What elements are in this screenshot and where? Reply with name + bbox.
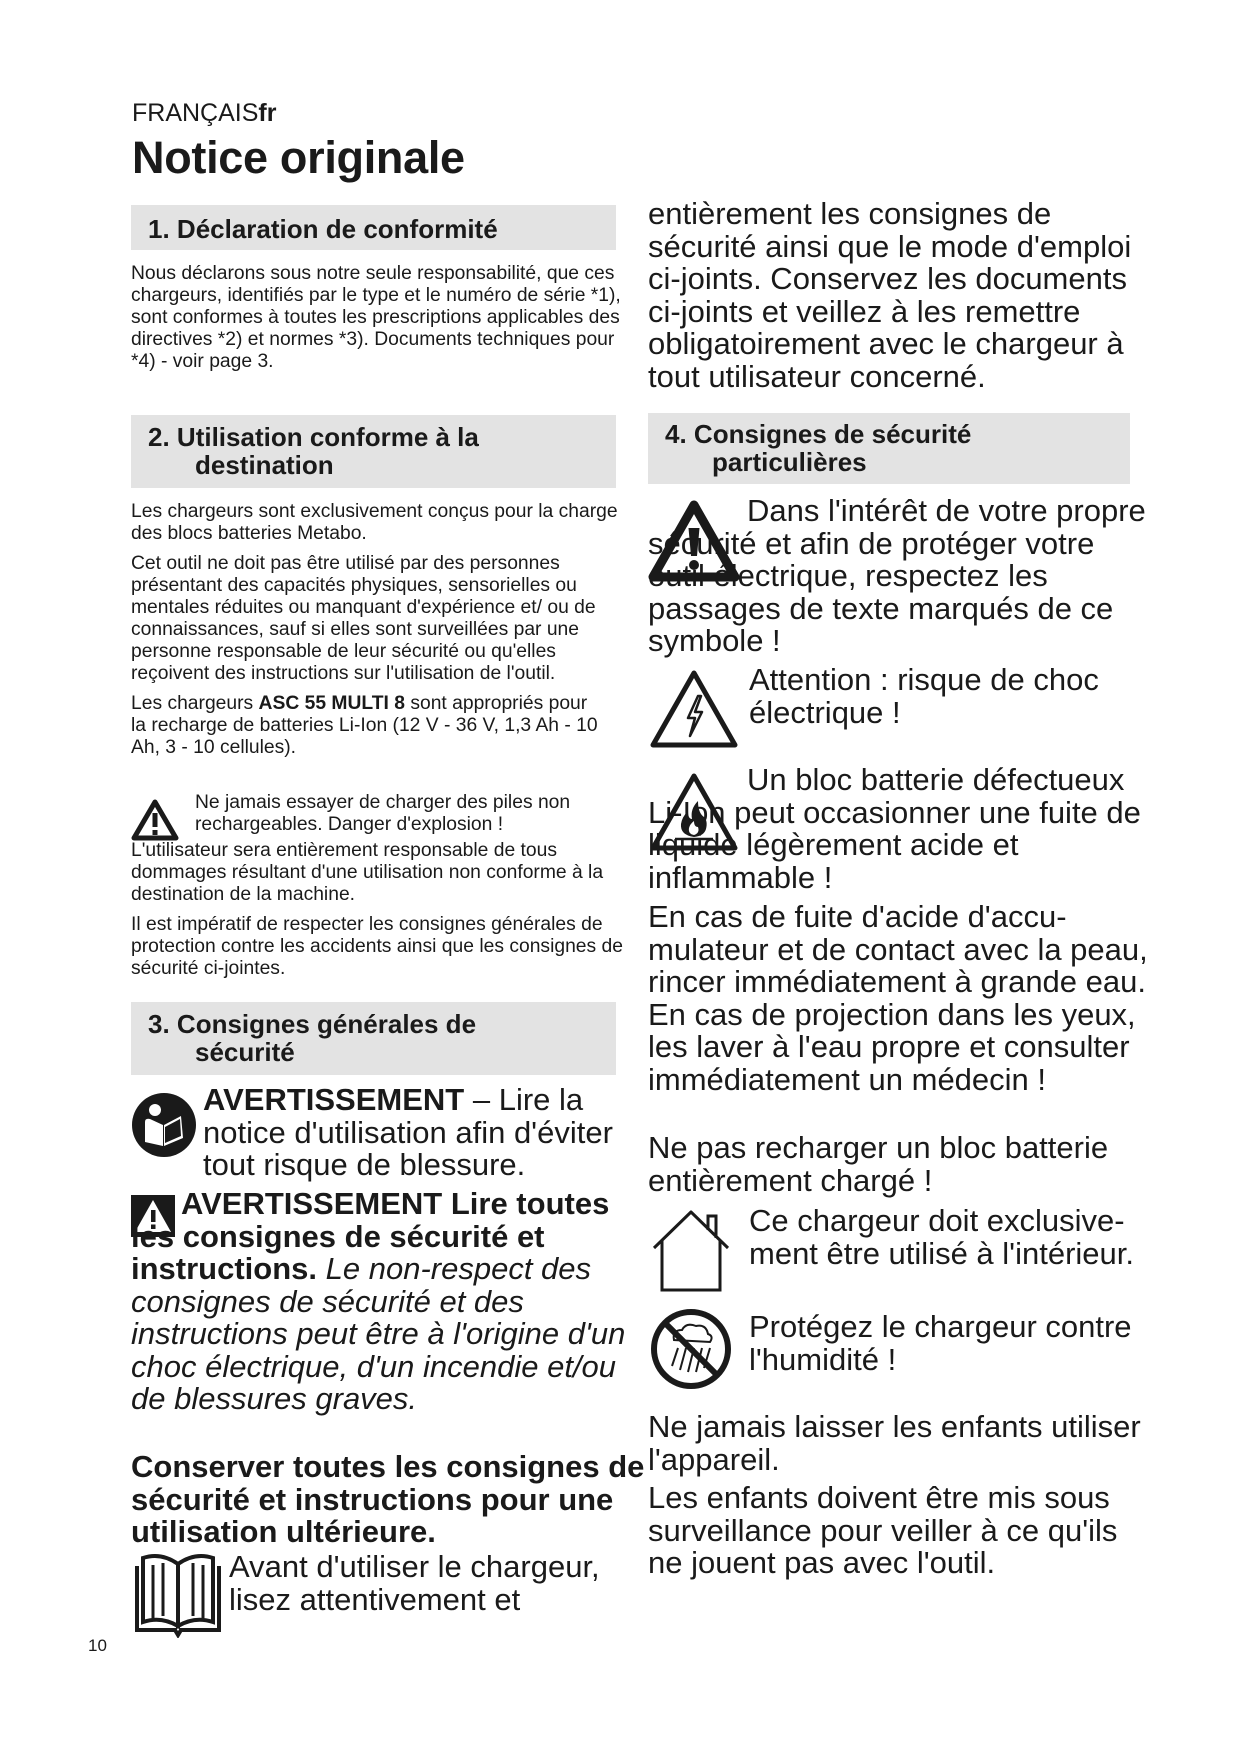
section-1-heading bbox=[131, 205, 616, 250]
section-2-paragraph-2: Cet outil ne doit pas être utilisé par des personnes présentant des capacités physiques, sensorielles ou mentales réduites ou manquant d'expérience et/ ou de connaissances, sauf si elles sont surveillées par une personne responsable de leur sécurité ou qu'elles reçoivent des instructions sur l'utilisation de l'outil. bbox=[131, 553, 596, 684]
electric-shock-icon bbox=[648, 668, 740, 750]
language-code: fr bbox=[258, 99, 277, 127]
warning-1-label: AVERTISSEMENT bbox=[203, 1082, 465, 1117]
section-4-number: 4. bbox=[665, 419, 687, 449]
section-3-keep: Conserver toutes les consignes de sécurité et instructions pour une utilisation ultérieure. bbox=[131, 1449, 645, 1549]
section-2-paragraph-4: L'utilisateur sera entièrement responsable de tous dommages résultant d'une utilisation non conforme à la destination de la machine. bbox=[131, 840, 604, 905]
section-4-no-recharge: Ne pas recharger un bloc batterie entièrement chargé ! bbox=[648, 1130, 1109, 1198]
section-3-number: 3. bbox=[148, 1009, 170, 1039]
section-4-title-line2: particulières bbox=[712, 447, 867, 477]
language-name: FRANÇAIS bbox=[132, 99, 259, 127]
section-3-heading bbox=[131, 1002, 616, 1075]
section-2-lower bbox=[131, 840, 631, 988]
section-4-heading bbox=[648, 413, 1130, 484]
section-2-number: 2. bbox=[148, 422, 170, 452]
section-2-p3-suffix: sont appropriés pour la recharge de batteries Li-Ion (12 V - 36 V, 1,3 Ah - 10 Ah, 3 - 10 cellules). bbox=[131, 693, 598, 758]
section-2-title-line2: destination bbox=[195, 450, 334, 480]
section-2-warning: Ne jamais essayer de charger des piles non rechargeables. Danger d'explosion ! bbox=[195, 792, 571, 835]
manual-book-icon bbox=[131, 1550, 225, 1638]
section-3-read-before: Avant d'utiliser le chargeur, lisez attentivement et bbox=[229, 1549, 600, 1617]
warning-1-text: – Lire la notice d'utilisation afin d'éviter tout risque de blessure. bbox=[203, 1082, 613, 1182]
section-4-children-1: Ne jamais laisser les enfants utiliser l'appareil. bbox=[648, 1409, 1141, 1477]
section-1-text: Nous déclarons sous notre seule responsabilité, que ces chargeurs, identifiés par le type et le numéro de série *1), sont conformes à toutes les prescriptions applicables des directives *2) et normes *3). Documents techniques pour *4) - voir page 3. bbox=[131, 263, 621, 372]
section-4-title-line1: Consignes de sécurité bbox=[693, 419, 972, 449]
section-2-paragraph-3 bbox=[131, 693, 606, 759]
no-rain-icon bbox=[650, 1308, 732, 1390]
section-3-title-line1: Consignes générales de bbox=[176, 1009, 477, 1039]
section-4-acid: En cas de fuite d'acide d'accu-mulateur et de contact avec la peau, rincer immédiatement à grande eau. En cas de projection dans les yeux, les laver à l'eau propre et consulter immédiatement un médecin ! bbox=[648, 899, 1148, 1097]
section-3-warning-1 bbox=[203, 1084, 633, 1182]
section-3-warning-2 bbox=[131, 1188, 636, 1416]
warning-triangle-icon bbox=[131, 799, 179, 841]
section-4-children-2: Les enfants doivent être mis sous surveillance pour veiller à ce qu'ils ne jouent pas avec l'outil. bbox=[648, 1480, 1118, 1580]
section-1-title: Déclaration de conformité bbox=[176, 214, 498, 244]
page-number: 10 bbox=[88, 1636, 107, 1655]
language-label bbox=[132, 99, 276, 128]
section-3-title-line2: sécurité bbox=[195, 1037, 295, 1067]
section-4-symbol-text: Dans l'intérêt de votre propre sécurité et afin de protéger votre outil électrique, respectez les passages de texte marqués de ce symbole ! bbox=[648, 493, 1146, 658]
right-continuation: entièrement les consignes de sécurité ainsi que le mode d'emploi ci-joints. Conservez les documents ci-joints et veillez à les remettre obligatoirement avec le chargeur à tout utilisateur concerné. bbox=[648, 196, 1132, 394]
warning-2-label: AVERTISSEMENT Lire toutes les consignes de sécurité et instructions. bbox=[131, 1186, 610, 1286]
section-1-number: 1. bbox=[148, 214, 170, 244]
warning-2-text: Le non-respect des consignes de sécurité et des instructions peut être à l'origine d'un choc électrique, d'un incendie et/ou de blessures graves. bbox=[131, 1251, 626, 1416]
section-4-shock: Attention : risque de choc électrique ! bbox=[749, 662, 1099, 730]
page-title: Notice originale bbox=[132, 132, 465, 183]
section-2-paragraph-1: Les chargeurs sont exclusivement conçus pour la charge des blocs batteries Metabo. bbox=[131, 501, 618, 544]
section-4-battery: Un bloc batterie défectueux Li-Ion peut occasionner une fuite de liquide légèrement acide et inflammable ! bbox=[648, 762, 1141, 895]
section-4-indoor: Ce chargeur doit exclusive-ment être utilisé à l'intérieur. bbox=[749, 1203, 1134, 1271]
section-4-humidity: Protégez le chargeur contre l'humidité ! bbox=[749, 1309, 1132, 1377]
section-2-paragraph-5: Il est impératif de respecter les consignes générales de protection contre les accidents ainsi que les consignes de sécurité ci-jointes. bbox=[131, 914, 623, 979]
section-2-body bbox=[131, 501, 631, 767]
model-name: ASC 55 MULTI 8 bbox=[258, 693, 405, 714]
read-manual-icon bbox=[131, 1092, 197, 1158]
section-2-p3-prefix: Les chargeurs bbox=[131, 693, 259, 714]
section-2-heading bbox=[131, 415, 616, 488]
indoor-house-icon bbox=[650, 1208, 732, 1292]
section-2-title-line1: Utilisation conforme à la bbox=[176, 422, 479, 452]
